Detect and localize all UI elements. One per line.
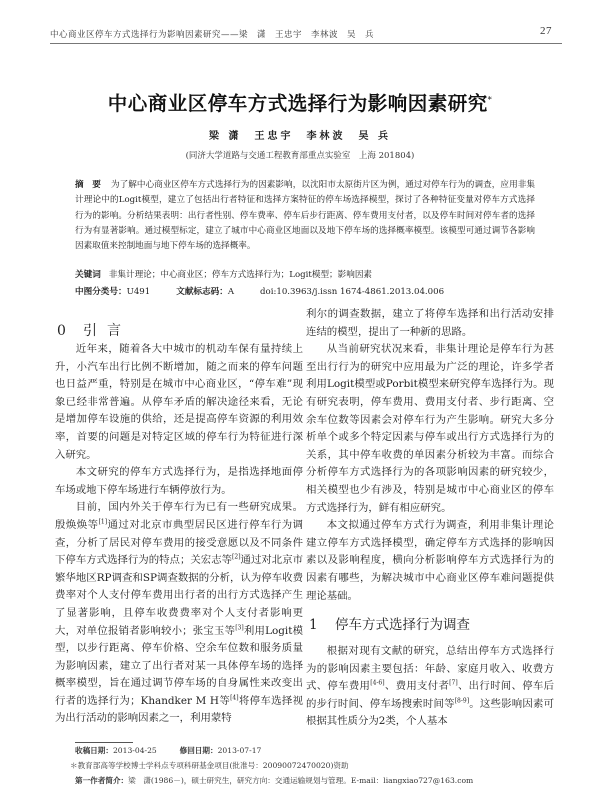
text-run: 、出行时间、停车后的步行时间、停车场搜索时间等 <box>306 680 555 710</box>
paragraph: 本文拟通过停车方式行为调查，利用非集计理论建立停车方式选择模型，确定停车方式选择的影响因素以及影响程度，横向分析影响停车方式选择行为的因素有哪些，为解决城市中心商业区停车难问题提供理论基础。 <box>306 519 554 602</box>
left-column <box>55 341 303 728</box>
revised-date: 2013-07-17 <box>217 746 262 755</box>
received-date: 2013-04-25 <box>112 746 157 755</box>
text-run: 。这些影响因素可根据其性质分为2类，个人基本 <box>306 697 555 728</box>
title-footnote-mark: * <box>487 95 493 105</box>
footnote-dates <box>75 745 261 756</box>
affiliation: (同济大学道路与交通工程教育部重点实验室 上海 201804) <box>185 151 415 161</box>
header-rule <box>50 43 562 44</box>
abstract <box>75 178 535 254</box>
paragraph: 从当前研究状况来看，非集计理论是停车行为甚至出行行为的研究中应用最为广泛的理论，许多学者利用Logit模型或Porbit模型来研究停车选择行为。现有研究表明，停车费用、费用支付者、步行距离、空余车位数等因素会对停车行为产生影响。研究大多分析单个或多个特定因素与停车或出行方式选择行为的关系，其中停车收费的单因素分析较为丰富。而综合分析停车方式选择行为的各项影响因素的研究较少，相关模型也少有涉及，特别是城市中心商业区的停车方式选择行为，鲜有相应研究。 <box>306 343 554 514</box>
classification-line <box>75 285 545 297</box>
revised-label: 修回日期： <box>179 746 218 755</box>
text-run: 根据对现有文献的研究，总结出停车方式选择行为的影响因素主要包括：年龄、家庭月收入、收费方式、停车费用 <box>306 645 554 693</box>
text-run: 、费用支付者 <box>384 680 450 693</box>
section-number: 1 <box>309 617 318 633</box>
right-column-continued <box>306 643 554 731</box>
text-run: 通过对北京市典型居民区进行停车行为调查，分析了居民对停车费用的接受意愿以及不同条件下停车方式选择行为的特点；关宏志等 <box>55 518 303 567</box>
abstract-label: 摘 要 <box>75 180 101 190</box>
keywords-text: 非集计理论；中心商业区；停车方式选择行为；Logit模型；影响因素 <box>108 270 373 280</box>
section-heading-intro <box>57 320 131 340</box>
text-run: 利用Logit模型，以步行距离、停车价格、空余车位数和服务质量为影响因素，建立了出行者对某一具体停车场的选择概率模型，旨在通过调节停车场的自身属性来改变出行者的选择行为；Khandker M H等 <box>55 624 303 707</box>
citation: [2] <box>232 553 241 561</box>
citation: [3] <box>235 624 244 632</box>
title-text: 中心商业区停车方式选择行为影响因素研究 <box>107 92 488 115</box>
footnote-funding: ＊教育部高等学校博士学科点专项科研基金项目(批准号：20090072470020)资助 <box>70 761 349 770</box>
text-run: 目前，国内外关于停车行为已有一些研究成果。殷焕焕等 <box>55 501 303 531</box>
text-run: 将停车选择视为出行活动的影响因素之一，利用蒙特 <box>55 694 303 725</box>
keywords-label: 关键词 <box>75 270 101 280</box>
citation: [1] <box>98 518 108 526</box>
doc-code-value: A <box>227 287 235 297</box>
received-label: 收稿日期： <box>75 746 113 755</box>
section-heading-survey <box>309 613 470 633</box>
clc-label: 中图分类号： <box>75 287 127 297</box>
paragraph <box>306 643 554 731</box>
citation: [4-6] <box>370 679 385 687</box>
citation: [8-9] <box>454 697 470 705</box>
keywords <box>75 268 535 280</box>
footnote-author <box>75 775 473 786</box>
running-head-text: 中心商业区停车方式选择行为影响因素研究——梁 潇 王忠宇 李林波 吴 兵 <box>50 30 375 40</box>
right-column <box>306 306 554 605</box>
citation: [7] <box>449 679 458 687</box>
clc-value: U491 <box>126 287 151 297</box>
section-title: 停车方式选择行为调查 <box>335 617 470 633</box>
footnote-rule <box>75 742 133 743</box>
paragraph: 本文研究的停车方式选择行为，是指选择地面停车场或地下停车场进行车辆停放行为。 <box>55 466 303 496</box>
doc-code-label: 文献标志码： <box>176 287 228 297</box>
text-run: 通过对北京市繁华地区RP调查和SP调查数据的分析，认为停车收费费率对个人支付停车费用出行者的出行方式选择产生了显著影响，且停车收费费率对个人支付者影响更大，对单位报销者影响较小；张宝玉等 <box>55 554 304 637</box>
paragraph: 利尔的调查数据，建立了将停车选择和出行活动安排连结的模型，提出了一种新的思路。 <box>306 308 554 338</box>
abstract-text: 为了解中心商业区停车方式选择行为的因素影响，以沈阳市太原街片区为例，通过对停车行为的调查，应用非集计理论中的Logit模型，建立了包括出行者特征和选择方案特征的停车场选择模型，探讨了各种特征变量对停车方式选择行为的影响。分析结果表明：出行者性别、停车费率、停车后步行距离、停车费用支付者，以及停车时间对停车者的选择行为有显著影响。通过模型标定，建立了城市中心商业区地面以及地下停车场的选择概率模型。该模型可通过调节各影响因素取值来控制地面与地下停车场的选择概率。 <box>75 180 535 252</box>
article-title <box>0 88 600 116</box>
doi: doi:10.3963/j.issn 1674-4861.2013.04.006 <box>260 287 445 297</box>
paragraph <box>55 499 303 728</box>
section-title: 引言 <box>83 323 131 339</box>
author-list: 梁 潇 王忠宇 李林波 吴 兵 <box>209 131 391 142</box>
citation: [4] <box>230 694 239 702</box>
author-bio: 梁 潇(1986－)，硕士研究生，研究方向：交通运输规划与管理。E-mail：liangxiao727@163.com <box>128 776 474 785</box>
page-number: 27 <box>540 25 552 37</box>
section-number: 0 <box>57 323 76 339</box>
running-head <box>50 25 552 42</box>
paragraph: 近年来，随着各大中城市的机动车保有量持续上升，小汽车出行比例不断增加，随之而来的停车问题也日益严重，特别是在城市中心商业区，“停车难”现象已经非常普遍。从停车矛盾的解决途径来看，无论是增加停车设施的供给，还是提高停车资源的利用效率，首要的问题是对特定区域的停车行为特征进行深入研究。 <box>55 343 303 461</box>
author-bio-label: 第一作者简介： <box>75 776 129 785</box>
